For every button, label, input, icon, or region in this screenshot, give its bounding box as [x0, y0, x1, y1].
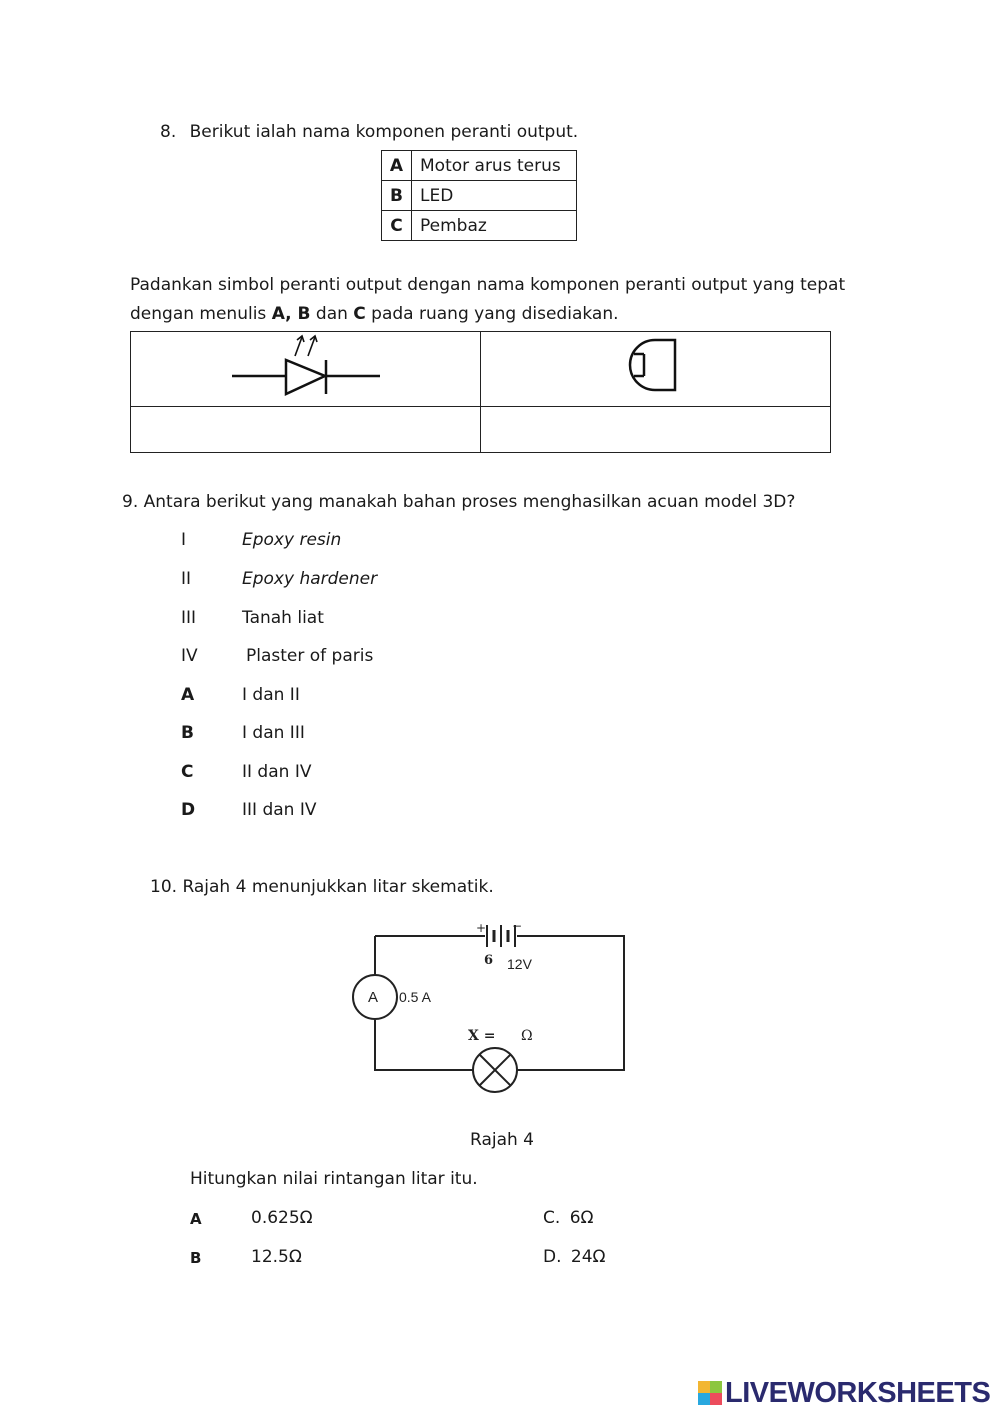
- option-key: A: [190, 1210, 202, 1228]
- component-name: Pembaz: [412, 211, 577, 241]
- item-text: Tanah liat: [242, 608, 324, 628]
- roman-numeral: I: [181, 530, 187, 550]
- instruction-text: dengan menulis: [130, 304, 272, 324]
- cell-count: 6: [484, 953, 494, 968]
- figure-caption: Rajah 4: [470, 1130, 534, 1150]
- option-text: 24Ω: [570, 1247, 606, 1267]
- logo-text: LIVEWORKSHEETS: [725, 1376, 991, 1409]
- ohm-symbol: Ω: [521, 1028, 533, 1044]
- buzzer-symbol-cell: [481, 332, 831, 407]
- component-name: Motor arus terus: [412, 151, 577, 181]
- logo-square: [710, 1381, 722, 1393]
- table-row: [382, 181, 577, 211]
- option-text: 0.625Ω: [251, 1208, 313, 1228]
- option-text: 6Ω: [569, 1208, 594, 1228]
- buzzer-symbol-icon: [481, 332, 830, 402]
- option-key: B: [181, 723, 194, 743]
- logo-square: [698, 1393, 710, 1405]
- option-key: D.: [543, 1247, 562, 1267]
- component-key: C: [382, 211, 412, 241]
- component-key: B: [382, 181, 412, 211]
- answer-box-buzzer[interactable]: [481, 407, 831, 453]
- instruction-bold: C: [353, 304, 366, 324]
- answer-option[interactable]: [543, 1208, 594, 1228]
- instruction-text: dan: [310, 304, 354, 324]
- lamp-icon: [473, 1048, 517, 1092]
- roman-numeral: II: [181, 569, 192, 589]
- matching-table: [130, 331, 831, 453]
- answer-option[interactable]: [543, 1247, 606, 1267]
- component-table: [381, 150, 577, 241]
- liveworksheets-logo[interactable]: [698, 1376, 990, 1410]
- q10-text: 10. Rajah 4 menunjukkan litar skematik.: [150, 877, 494, 897]
- q8-number: 8.: [160, 122, 177, 142]
- resistance-label: X =: [468, 1028, 496, 1044]
- q8-heading: [160, 122, 578, 142]
- option-key: D: [181, 800, 196, 820]
- symbol-row: [131, 332, 831, 407]
- table-row: [382, 211, 577, 241]
- option-key: C.: [543, 1208, 561, 1228]
- q10-prompt: Hitungkan nilai rintangan litar itu.: [190, 1169, 478, 1189]
- option-key: B: [190, 1249, 202, 1267]
- q8-instruction-line1: Padankan simbol peranti output dengan nama komponen peranti output yang tepat: [130, 275, 846, 295]
- logo-mark-icon: [698, 1381, 722, 1405]
- item-text: Epoxy hardener: [242, 569, 378, 589]
- roman-numeral: IV: [181, 646, 198, 666]
- instruction-bold: A, B: [271, 304, 311, 324]
- option-key: A: [181, 685, 195, 705]
- logo-square: [698, 1381, 710, 1393]
- led-symbol-cell: [131, 332, 481, 407]
- battery-voltage: 12V: [507, 956, 532, 972]
- circuit-diagram: [345, 915, 645, 1095]
- q8-text: Berikut ialah nama komponen peranti output.: [189, 122, 579, 142]
- instruction-text: pada ruang yang disediakan.: [365, 304, 619, 324]
- ammeter-label: A: [368, 989, 379, 1006]
- option-text: II dan IV: [242, 762, 312, 782]
- battery-plus: +: [476, 921, 487, 935]
- option-text: I dan III: [242, 723, 305, 743]
- component-name: LED: [412, 181, 577, 211]
- roman-numeral: III: [181, 608, 197, 628]
- option-text: III dan IV: [242, 800, 317, 820]
- current-reading: 0.5 A: [399, 989, 431, 1005]
- battery-minus: −: [512, 919, 523, 933]
- answer-box-led[interactable]: [131, 407, 481, 453]
- q8-instruction-line2: [130, 304, 619, 324]
- component-key: A: [382, 151, 412, 181]
- option-key: C: [181, 762, 194, 782]
- option-text: I dan II: [242, 685, 300, 705]
- battery-icon: [487, 925, 515, 947]
- option-text: 12.5Ω: [251, 1247, 302, 1267]
- item-text: Plaster of paris: [246, 646, 374, 666]
- answer-row: [131, 407, 831, 453]
- q9-text: 9. Antara berikut yang manakah bahan proses menghasilkan acuan model 3D?: [122, 492, 796, 512]
- item-text: Epoxy resin: [242, 530, 342, 550]
- table-row: [382, 151, 577, 181]
- logo-square: [710, 1393, 722, 1405]
- led-symbol-icon: [131, 332, 480, 402]
